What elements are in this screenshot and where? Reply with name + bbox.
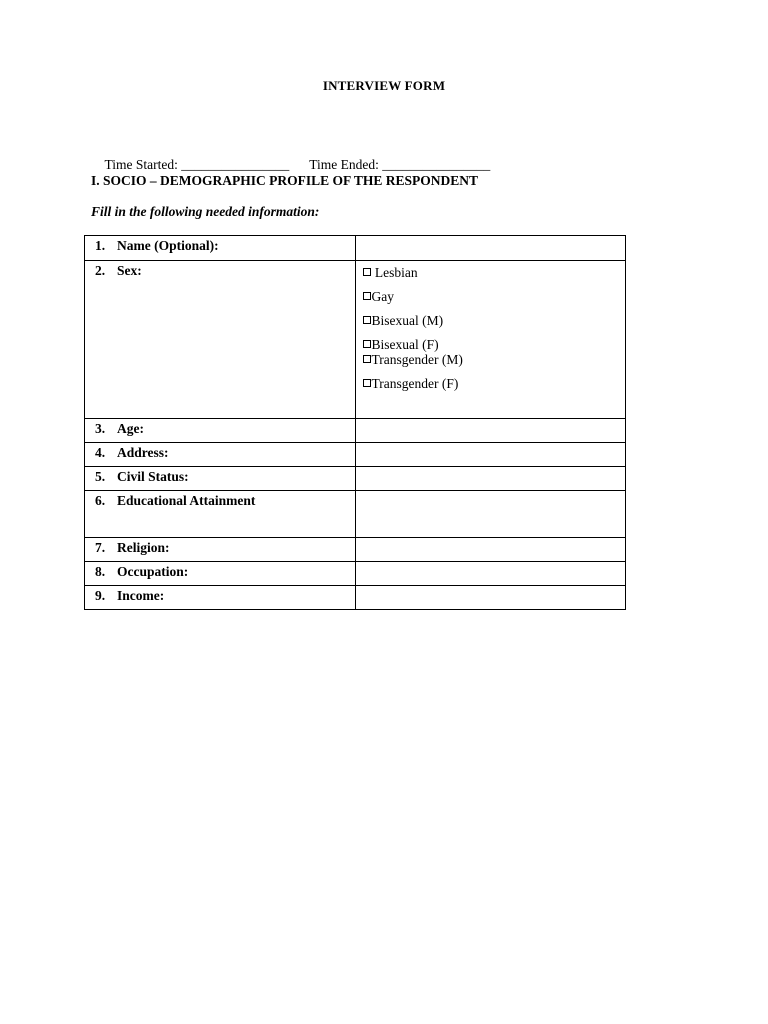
row-label: Name (Optional): (117, 238, 219, 253)
instruction-text: Fill in the following needed information: (91, 204, 320, 219)
income-value-cell (355, 586, 626, 610)
table-row (85, 491, 626, 538)
religion-value-cell (355, 538, 626, 562)
address-value-cell (355, 443, 626, 467)
row-number: 8. (95, 564, 106, 579)
row-number: 6. (95, 493, 106, 508)
education-value-cell (355, 491, 626, 538)
table-row (85, 586, 626, 610)
civil-status-value-cell (355, 467, 626, 491)
row-number: 2. (95, 263, 106, 278)
table-row (85, 261, 626, 419)
checkbox-icon (363, 340, 371, 348)
row-label: Occupation: (117, 564, 189, 579)
row-label: Educational Attainment (117, 493, 256, 508)
row-number: 7. (95, 540, 106, 555)
row-label-cell (85, 491, 356, 538)
table-row (85, 419, 626, 443)
time-started-field: Time Started: ________________ (104, 157, 290, 172)
row-label-cell (85, 419, 356, 443)
form-title: INTERVIEW FORM (322, 78, 446, 93)
row-label: Age: (117, 421, 144, 436)
checkbox-icon (363, 316, 371, 324)
checkbox-icon (363, 355, 371, 363)
row-label: Religion: (117, 540, 170, 555)
table-row (85, 443, 626, 467)
row-number: 9. (95, 588, 106, 603)
profile-table (84, 235, 626, 610)
row-label: Income: (117, 588, 165, 603)
table-row (85, 467, 626, 491)
occupation-value-cell (355, 562, 626, 586)
sex-option-gay: Gay (363, 289, 626, 304)
sex-option-transgender-m: Transgender (M) (363, 352, 626, 367)
row-number: 1. (95, 238, 106, 253)
row-label-cell (85, 261, 356, 419)
row-number: 5. (95, 469, 106, 484)
table-row (85, 562, 626, 586)
row-label-cell (85, 538, 356, 562)
row-label: Sex: (117, 263, 142, 278)
sex-options-cell (355, 261, 626, 419)
checkbox-icon (363, 292, 371, 300)
row-label-cell (85, 467, 356, 491)
name-value-cell (355, 236, 626, 261)
table-row (85, 236, 626, 261)
table-row (85, 538, 626, 562)
row-label: Civil Status: (117, 469, 189, 484)
age-value-cell (355, 419, 626, 443)
row-label-cell (85, 586, 356, 610)
checkbox-icon (363, 379, 371, 387)
row-label-cell (85, 236, 356, 261)
sex-option-bisexual-f: Bisexual (F) (363, 337, 626, 352)
row-number: 4. (95, 445, 106, 460)
sex-option-transgender-f: Transgender (F) (363, 376, 626, 391)
checkbox-icon (363, 268, 371, 276)
sex-option-lesbian: Lesbian (363, 265, 626, 280)
time-ended-field: Time Ended: ________________ (309, 157, 491, 172)
section-heading: I. SOCIO – DEMOGRAPHIC PROFILE OF THE RESPONDENT (91, 173, 479, 188)
row-label-cell (85, 562, 356, 586)
row-label: Address: (117, 445, 169, 460)
sex-option-bisexual-m: Bisexual (M) (363, 313, 626, 328)
row-label-cell (85, 443, 356, 467)
row-number: 3. (95, 421, 106, 436)
